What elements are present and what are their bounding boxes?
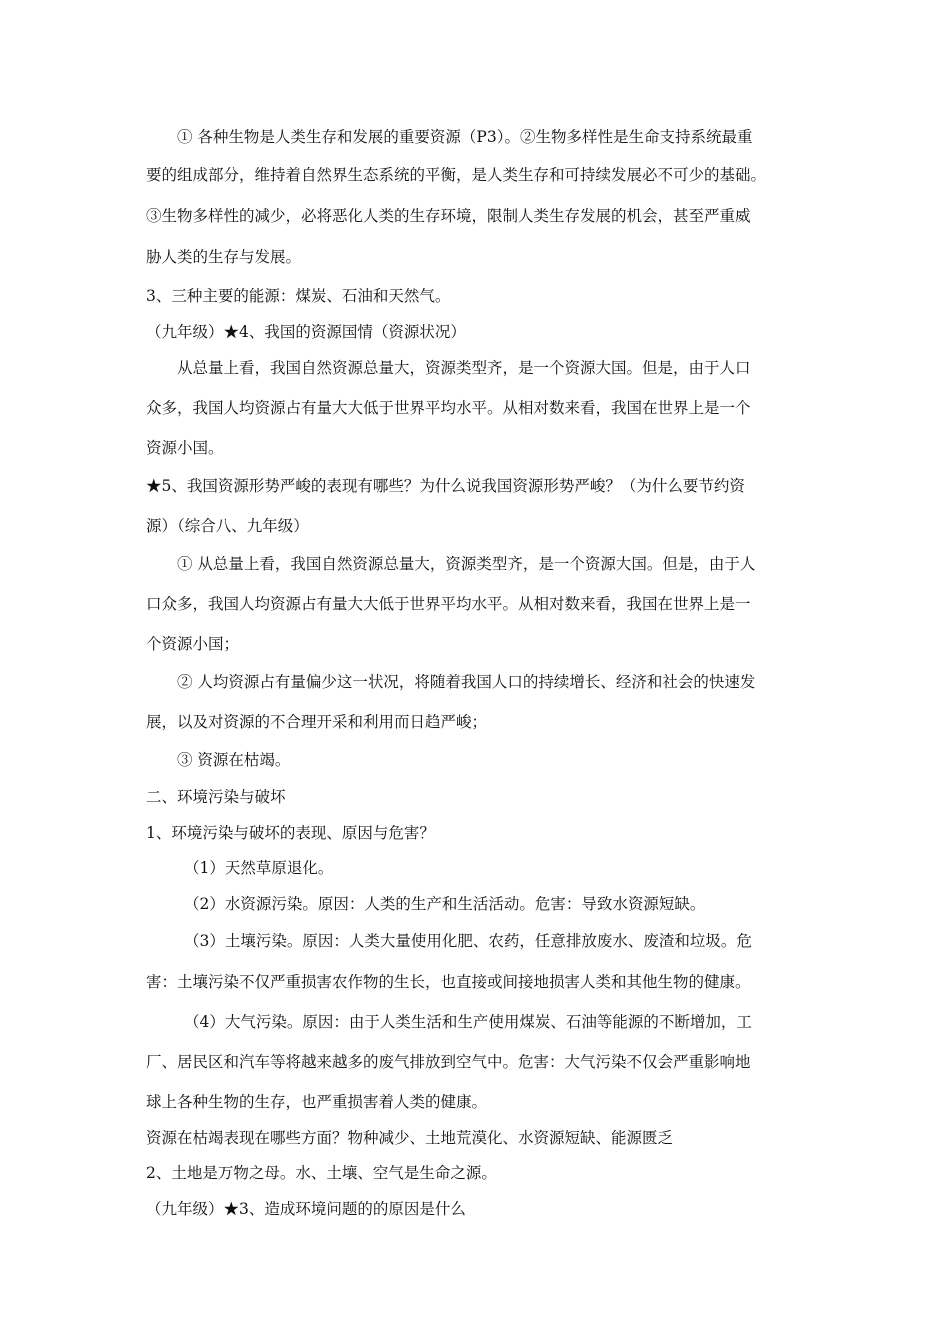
heading-line: （九年级）★4、我国的资源国情（资源状况） (146, 323, 466, 341)
paragraph-line: ② 人均资源占有量偏少这一状况，将随着我国人口的持续增长、经济和社会的快速发 (177, 673, 756, 691)
paragraph-line: 厂、居民区和汽车等将越来越多的废气排放到空气中。危害：大气污染不仅会严重影响地 (146, 1053, 751, 1071)
heading-line: （九年级）★3、造成环境问题的的原因是什么 (146, 1200, 466, 1218)
list-item: （4）大气污染。原因：由于人类生活和生产使用煤炭、石油等能源的不断增加，工 (184, 1013, 752, 1031)
list-item: （1）天然草原退化。 (184, 859, 334, 877)
list-item: （2）水资源污染。原因：人类的生产和生活活动。危害：导致水资源短缺。 (184, 895, 706, 913)
paragraph-line: ③ 资源在枯竭。 (177, 751, 291, 769)
paragraph-line: 展，以及对资源的不合理开采和利用而日趋严峻； (146, 713, 488, 731)
paragraph-line: 要的组成部分，维持着自然界生态系统的平衡，是人类生存和可持续发展必不可少的基础。 (146, 166, 767, 184)
heading-line: 二、环境污染与破坏 (146, 788, 286, 806)
paragraph-line: 胁人类的生存与发展。 (146, 248, 302, 266)
paragraph-line: 众多，我国人均资源占有量大大低于世界平均水平。从相对数来看，我国在世界上是一个 (146, 399, 751, 417)
paragraph-line: 资源在枯竭表现在哪些方面？物种减少、土地荒漠化、水资源短缺、能源匮乏 (146, 1129, 674, 1147)
list-item: （3）土壤污染。原因：人类大量使用化肥、农药，任意排放废水、废渣和垃圾。危 (184, 932, 752, 950)
paragraph-line: ① 各种生物是人类生存和发展的重要资源（P3）。②生物多样性是生命支持系统最重 (177, 128, 753, 146)
paragraph-line: ① 从总量上看，我国自然资源总量大，资源类型齐，是一个资源大国。但是，由于人 (177, 555, 756, 573)
paragraph-line: ③生物多样性的减少，必将恶化人类的生存环境，限制人类生存发展的机会，甚至严重威 (146, 207, 751, 225)
heading-line: 1、环境污染与破坏的表现、原因与危害？ (146, 824, 435, 842)
heading-line: ★5、我国资源形势严峻的表现有哪些？为什么说我国资源形势严峻？（为什么要节约资 (146, 477, 745, 495)
paragraph-line: 口众多，我国人均资源占有量大大低于世界平均水平。从相对数来看，我国在世界上是一 (146, 595, 751, 613)
paragraph-line: 资源小国。 (146, 439, 224, 457)
paragraph-line: 害：土壤污染不仅严重损害农作物的生长，也直接或间接地损害人类和其他生物的健康。 (146, 973, 751, 991)
heading-line: 源）（综合八、九年级） (146, 517, 309, 535)
paragraph-line: 3、三种主要的能源：煤炭、石油和天然气。 (146, 287, 451, 305)
paragraph-line: 个资源小国； (146, 635, 240, 653)
heading-line: 2、土地是万物之母。水、土壤、空气是生命之源。 (146, 1164, 497, 1182)
paragraph-line: 从总量上看，我国自然资源总量大，资源类型齐，是一个资源大国。但是，由于人口 (177, 359, 751, 377)
paragraph-line: 球上各种生物的生存，也严重损害着人类的健康。 (146, 1093, 488, 1111)
